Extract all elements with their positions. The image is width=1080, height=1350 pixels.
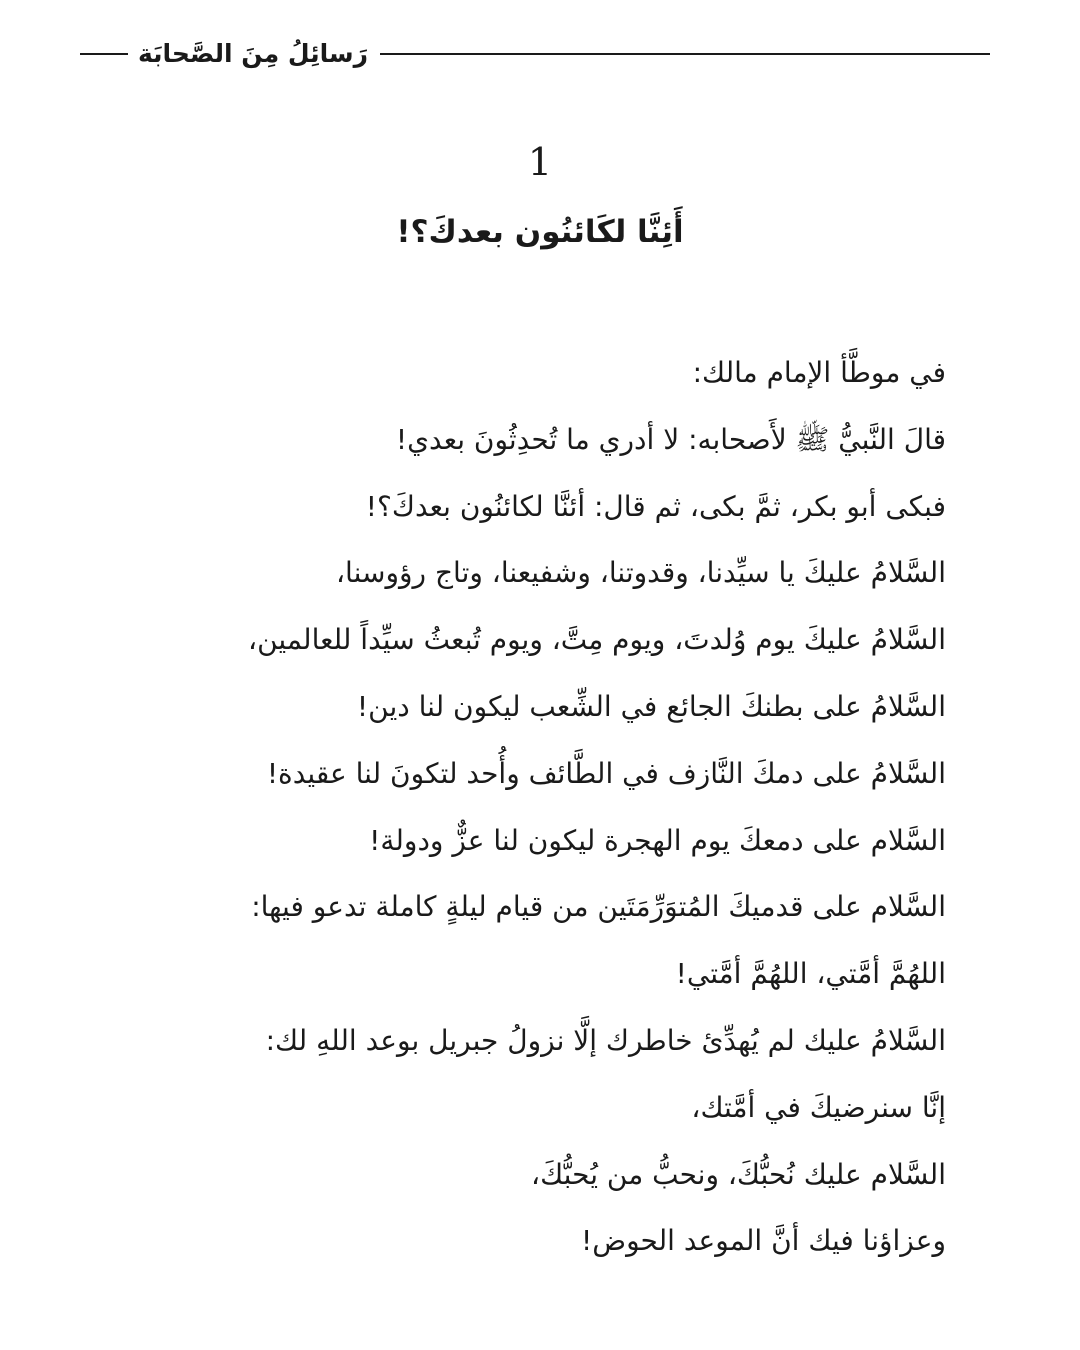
text-line: فبكى أبو بكر، ثمَّ بكى، ثم قال: أئنَّا لكائنُون بعدكَ؟! — [365, 489, 946, 523]
header-book-title: رَسائِلُ مِنَ الصَّحابَة — [138, 39, 368, 68]
header-rule-right — [380, 53, 990, 55]
body-text — [100, 340, 946, 1275]
text-line: السَّلامُ عليكَ يوم وُلدتَ، ويوم مِتَّ، ويوم تُبعثُ سيِّداً للعالمين، — [248, 623, 946, 657]
chapter-number: 1 — [527, 140, 553, 184]
text-line: السَّلامُ على دمكَ النَّازف في الطَّائف وأُحد لتكونَ لنا عقيدة! — [266, 756, 946, 790]
text-line: السَّلام عليك نُحبُّكَ، ونحبُّ من يُحبُّكَ، — [531, 1157, 946, 1191]
header-rule-left — [80, 53, 128, 55]
text-line: قالَ النَّبيُّ ﷺ لأَصحابه: لا أدري ما تُحدِثُونَ بعدي! — [395, 422, 946, 456]
text-line: في موطَّأ الإمام مالك: — [692, 356, 946, 389]
running-header — [80, 32, 990, 76]
text-line: اللهُمَّ أمَّتي، اللهُمَّ أمَّتي! — [675, 957, 946, 991]
text-line: إنَّا سنرضيكَ في أمَّتك، — [691, 1090, 946, 1124]
text-line: السَّلامُ عليك لم يُهدِّئ خاطرك إلَّا نزولُ جبريل بوعد اللهِ لك: — [265, 1023, 946, 1057]
text-line: السَّلامُ على بطنكَ الجائع في الشِّعب ليكون لنا دين! — [356, 689, 946, 723]
text-line: السَّلام على دمعكَ يوم الهجرة ليكون لنا عزٌّ ودولة! — [369, 823, 946, 857]
text-line: وعزاؤنا فيك أنَّ الموعد الحوض! — [581, 1224, 946, 1258]
chapter-title: أَئِنَّا لكَائنُون بعدكَ؟! — [396, 214, 684, 250]
text-line: السَّلامُ عليكَ يا سيِّدنا، وقدوتنا، وشفيعنا، وتاج رؤوسنا، — [336, 556, 946, 590]
text-line: السَّلام على قدميكَ المُتوَرِّمَتَين من قيام ليلةٍ كاملة تدعو فيها: — [251, 890, 946, 924]
